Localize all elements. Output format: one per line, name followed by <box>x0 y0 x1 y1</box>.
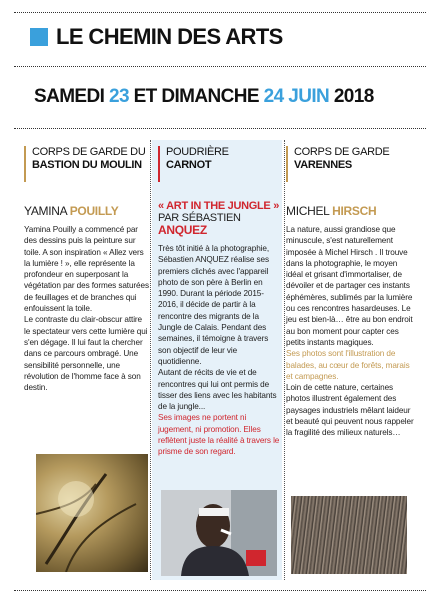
article-body <box>24 224 150 393</box>
artist-last-name: ANQUEZ <box>158 223 207 237</box>
venue-line-1: CORPS DE GARDE DU <box>32 146 146 158</box>
article-body <box>158 243 282 458</box>
venue-line-1: CORPS DE GARDE <box>294 146 390 158</box>
dates-year: 2018 <box>329 86 374 107</box>
artist-first-name: MICHEL <box>286 204 330 218</box>
article-body <box>286 224 416 439</box>
exhibition-title: « ART IN THE JUNGLE » <box>158 200 280 212</box>
dates-day-2: 24 JUIN <box>263 86 330 107</box>
paragraph: Yamina Pouilly a commencé par des dessins puis la peinture sur toile. A son inspiration « Allez vers la lumière ! », elle représente la profondeur en superposant la végétation par des formes saturées de feuillages et de branches qui enfouissent la toile. <box>24 225 149 314</box>
paragraph: Très tôt initié à la photographie, Sébastien ANQUEZ réalise ses premiers clichés avec l'appareil photo de son père à Berlin en 1990. Durant la période 2015-2016, il décide de partir à la rencontre des migrants de la Jungle de Calais. Pendant des semaines, il témoigne à travers son objectif de leur vie quotidienne. <box>158 244 269 366</box>
rule-under-title <box>14 66 426 67</box>
dates-day-1: 23 <box>108 86 129 107</box>
artist-name <box>158 200 282 237</box>
highlight-note: Ses photos sont l'illustration de balades, au cœur de forêts, marais et campagnes. <box>286 349 410 381</box>
rule-under-dates <box>14 128 426 129</box>
paragraph: Loin de cette nature, certaines photos illustrent également des paysages industriels mêlant laideur et beauté qui peuvent nous rappeler la fragilité des milieux naturels… <box>286 383 414 438</box>
venue-line-2: BASTION DU MOULIN <box>32 159 142 171</box>
artist-name <box>24 204 150 218</box>
artist-first-name: PAR SÉBASTIEN <box>158 212 241 224</box>
venue-heading <box>24 146 150 182</box>
paragraph: La nature, aussi grandiose que minuscule, s'est naturellement imposée à Michel Hirsch . Il trouve dans la photographie, le moyen idéal et grisant d'immortaliser, de dévoiler et de partager ces instants éphémères, sublimés par la lumière ou ces rencontres hasardeuses. Le jeu est bien-là… être au bon endroit au bon moment pour capter ces petits instants magiques. <box>286 225 413 347</box>
artist-last-name: HIRSCH <box>332 204 377 218</box>
header-square-icon <box>30 28 48 46</box>
dates-text-1: SAMEDI <box>34 86 109 107</box>
bottom-rule <box>14 590 426 591</box>
artist-name <box>286 204 416 218</box>
artwork-photo-foliage <box>36 454 148 572</box>
artist-first-name: YAMINA <box>24 204 67 218</box>
column-divider <box>284 140 285 580</box>
venue-line-1: POUDRIÈRE <box>166 146 229 158</box>
venue-line-2: VARENNES <box>294 159 352 171</box>
artist-last-name: POUILLY <box>69 204 119 218</box>
paragraph: Autant de récits de vie et de rencontres qui lui ont permis de tisser des liens avec les habitants de la jungle... <box>158 368 277 412</box>
page-title: LE CHEMIN DES ARTS <box>56 24 283 49</box>
top-rule <box>14 12 426 13</box>
section-header <box>30 22 283 52</box>
landscape-photo-reeds <box>291 496 407 574</box>
dates-text-2: ET DIMANCHE <box>128 86 264 107</box>
highlight-note: Ses images ne portent ni jugement, ni promotion. Elles reflètent juste la réalité à travers le prisme de son regard. <box>158 413 280 457</box>
event-dates <box>34 86 374 108</box>
venue-heading <box>286 146 416 182</box>
portrait-photo-migrant <box>161 490 277 576</box>
portrait-illustration <box>161 490 277 576</box>
paragraph: Le contraste du clair-obscur attire le spectateur vers cette lumière qui s'en dégage. Il lui faut la chercher dans ce parcours ombragé. Une sensibilité personnelle, une révolution de l'homme face à son destin. <box>24 315 148 393</box>
column-divider <box>150 140 151 580</box>
venue-heading <box>158 146 282 182</box>
venue-line-2: CARNOT <box>166 159 212 171</box>
foliage-illustration <box>36 454 148 572</box>
